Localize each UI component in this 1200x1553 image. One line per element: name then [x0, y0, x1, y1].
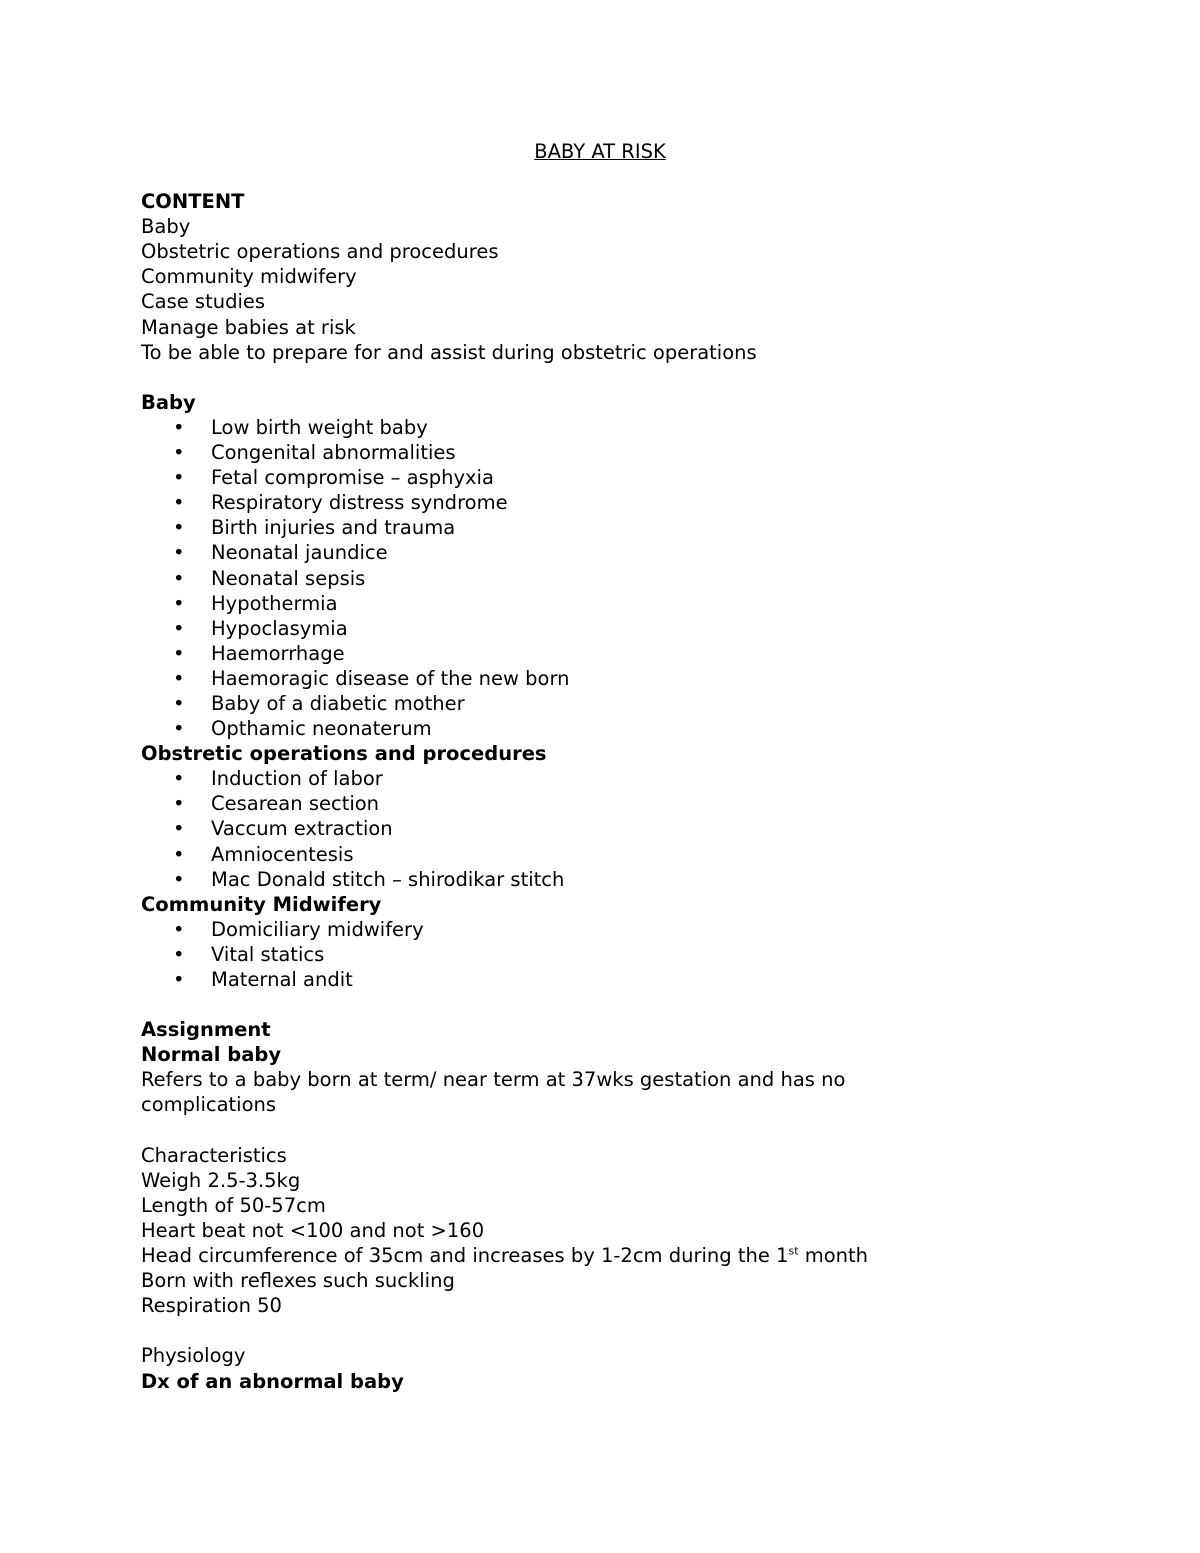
baby-list-item	[141, 616, 1041, 641]
baby-list-label: Congenital abnormalities	[211, 441, 456, 465]
bullet-icon: •	[173, 566, 185, 590]
obstetric-heading: Obstretic operations and procedures	[141, 742, 547, 766]
bullet-icon: •	[173, 491, 185, 515]
community-list	[141, 917, 1041, 992]
baby-list-item	[141, 566, 1041, 591]
content-item: Manage babies at risk	[141, 315, 356, 339]
bullet-icon: •	[173, 466, 185, 490]
obstetric-list-label: Mac Donald stitch – shirodikar stitch	[211, 867, 565, 891]
head-circumference-text: Head circumference of 35cm and increases by 1-2cm during the 1	[141, 1244, 789, 1268]
document-page	[141, 139, 1041, 1394]
bullet-icon: •	[173, 767, 185, 791]
content-item: To be able to prepare for and assist during obstetric operations	[141, 340, 757, 364]
bullet-icon: •	[173, 867, 185, 891]
baby-list-label: Opthamic neonaterum	[211, 717, 432, 741]
bullet-icon: •	[173, 691, 185, 715]
document-title: BABY AT RISK	[534, 140, 666, 163]
obstetric-list-item	[141, 791, 1041, 816]
blank-line	[141, 1118, 1041, 1143]
baby-list-item	[141, 515, 1041, 540]
baby-list-label: Haemorrhage	[211, 641, 345, 665]
normal-baby-definition: Refers to a baby born at term/ near term at 37wks gestation and has no complications	[141, 1068, 846, 1117]
baby-list-item	[141, 465, 1041, 490]
characteristic-item: Length of 50-57cm	[141, 1193, 326, 1217]
reflexes-line: Born with reflexes such suckling	[141, 1269, 455, 1293]
baby-list-label: Fetal compromise – asphyxia	[211, 466, 494, 490]
baby-list-item	[141, 490, 1041, 515]
baby-list	[141, 415, 1041, 741]
content-item: Community midwifery	[141, 265, 357, 289]
obstetric-list-item	[141, 867, 1041, 892]
head-circumference-text-end: month	[798, 1244, 869, 1268]
dx-abnormal-baby-heading: Dx of an abnormal baby	[141, 1369, 404, 1393]
head-circumference-line	[141, 1243, 1041, 1268]
baby-list-item	[141, 591, 1041, 616]
bullet-icon: •	[173, 541, 185, 565]
bullet-icon: •	[173, 917, 185, 941]
bullet-icon: •	[173, 641, 185, 665]
blank-line	[141, 1318, 1041, 1343]
characteristic-item: Weigh 2.5-3.5kg	[141, 1168, 301, 1192]
obstetric-list	[141, 766, 1041, 891]
baby-list-label: Low birth weight baby	[211, 415, 428, 439]
bullet-icon: •	[173, 792, 185, 816]
bullet-icon: •	[173, 591, 185, 615]
baby-list-label: Haemoragic disease of the new born	[211, 666, 570, 690]
physiology-label: Physiology	[141, 1344, 246, 1368]
content-item: Obstetric operations and procedures	[141, 240, 499, 264]
community-list-label: Maternal andit	[211, 968, 353, 991]
bullet-icon: •	[173, 717, 185, 741]
ordinal-suffix: st	[788, 1244, 799, 1258]
community-heading: Community Midwifery	[141, 892, 382, 916]
community-list-item	[141, 967, 1041, 992]
bullet-icon: •	[173, 616, 185, 640]
baby-list-label: Neonatal jaundice	[211, 541, 388, 565]
blank-line	[141, 992, 1041, 1017]
bullet-icon: •	[173, 441, 185, 465]
obstetric-list-label: Induction of labor	[211, 767, 383, 791]
obstetric-list-label: Vaccum extraction	[211, 817, 393, 841]
baby-list-item	[141, 440, 1041, 465]
bullet-icon: •	[173, 666, 185, 690]
baby-heading: Baby	[141, 390, 196, 414]
bullet-icon: •	[173, 942, 185, 966]
baby-list-label: Birth injuries and trauma	[211, 516, 456, 540]
baby-list-label: Baby of a diabetic mother	[211, 691, 465, 715]
bullet-icon: •	[173, 415, 185, 439]
baby-list-label: Respiratory distress syndrome	[211, 491, 508, 515]
bullet-icon: •	[173, 968, 185, 991]
baby-list-item	[141, 691, 1041, 716]
baby-list-item	[141, 641, 1041, 666]
obstetric-list-item	[141, 816, 1041, 841]
community-list-label: Domiciliary midwifery	[211, 917, 424, 941]
content-item: Case studies	[141, 290, 266, 314]
baby-list-item	[141, 540, 1041, 565]
baby-list-label: Hypoclasymia	[211, 616, 348, 640]
baby-list-label: Hypothermia	[211, 591, 338, 615]
bullet-icon: •	[173, 817, 185, 841]
assignment-heading: Assignment	[141, 1018, 271, 1042]
baby-list-label: Neonatal sepsis	[211, 566, 366, 590]
obstetric-list-item	[141, 842, 1041, 867]
characteristic-item: Heart beat not <100 and not >160	[141, 1218, 485, 1242]
baby-list-item	[141, 716, 1041, 741]
characteristics-label: Characteristics	[141, 1143, 287, 1167]
baby-list-item	[141, 415, 1041, 440]
community-list-item	[141, 917, 1041, 942]
baby-list-item	[141, 666, 1041, 691]
community-list-item	[141, 942, 1041, 967]
obstetric-list-label: Amniocentesis	[211, 842, 354, 866]
normal-baby-heading: Normal baby	[141, 1043, 282, 1067]
bullet-icon: •	[173, 842, 185, 866]
bullet-icon: •	[173, 516, 185, 540]
respiration-line: Respiration 50	[141, 1294, 282, 1318]
obstetric-list-label: Cesarean section	[211, 792, 380, 816]
community-list-label: Vital statics	[211, 942, 325, 966]
content-item: Baby	[141, 215, 191, 239]
blank-line	[141, 365, 1041, 390]
obstetric-list-item	[141, 766, 1041, 791]
content-heading: CONTENT	[141, 190, 245, 214]
